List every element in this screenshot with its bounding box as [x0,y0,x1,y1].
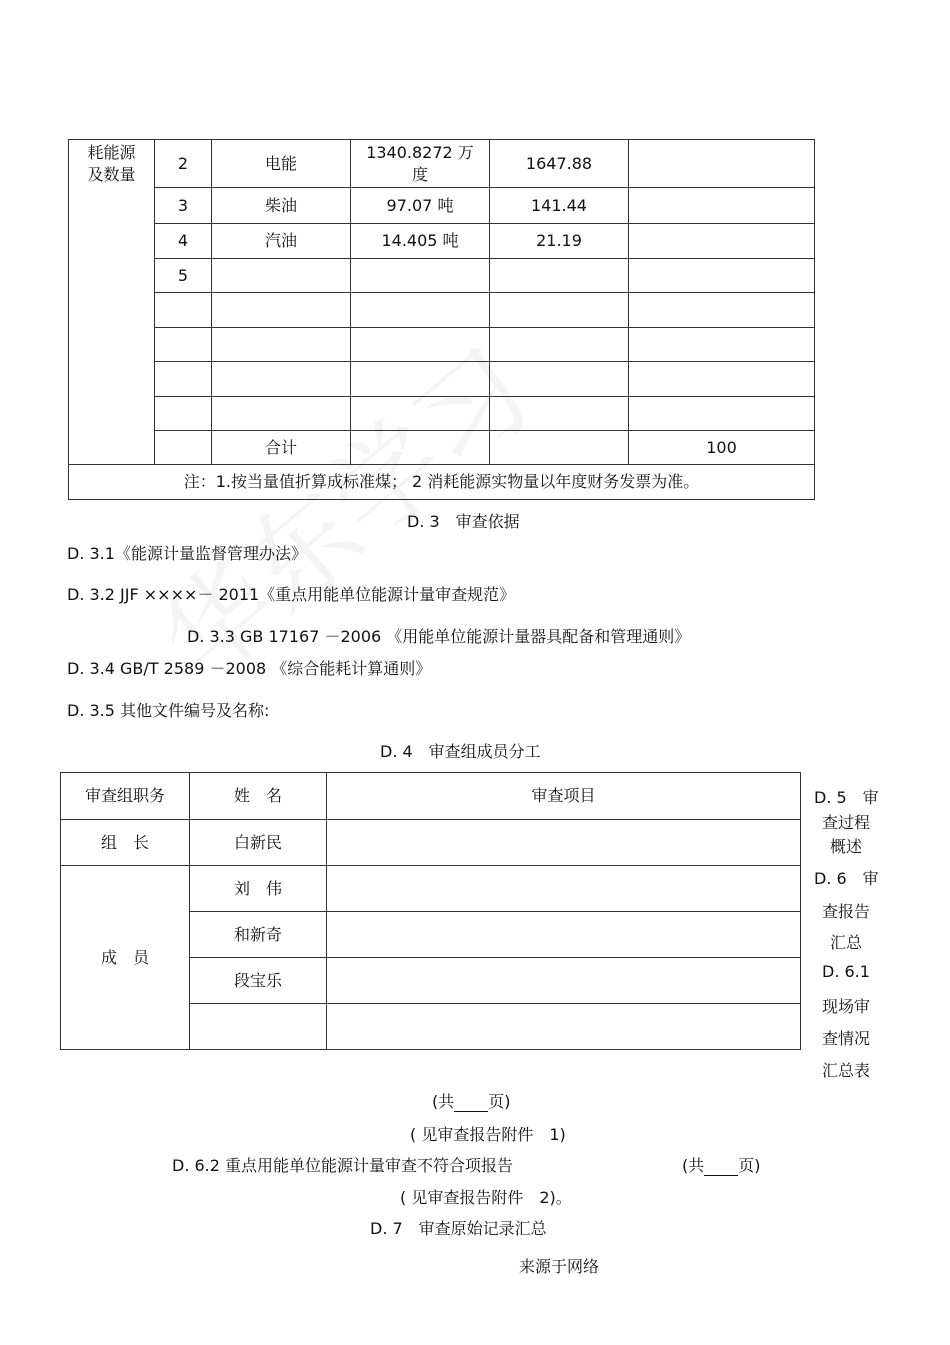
coal-equivalent: 141.44 [490,188,629,224]
member-name: 刘 伟 [190,866,327,912]
d61-line2: 现场审 [822,997,871,1016]
leader-role: 组 长 [61,820,190,866]
energy-name [212,328,351,362]
quantity [351,328,490,362]
d61-line3: 查情况 [822,1029,871,1048]
energy-name: 柴油 [212,188,351,224]
energy-name [212,259,351,293]
percentage [629,362,815,397]
d5-line1: D. 5 审 [814,788,879,807]
section-d7-title: D. 7 审查原始记录汇总 [370,1219,547,1238]
table-row [69,259,815,293]
coal-equivalent [490,293,629,328]
header-items: 审查项目 [327,773,801,820]
table-row [61,820,801,866]
table-row [69,140,815,188]
energy-name [212,397,351,431]
percentage [629,328,815,362]
table-row [69,293,815,328]
percentage [629,224,815,259]
section-d4-title: D. 4 审查组成员分工 [380,742,541,761]
total-quantity [351,431,490,465]
percentage [629,259,815,293]
coal-equivalent [490,259,629,293]
table-note: 注：1.按当量值折算成标准煤； 2 消耗能源实物量以年度财务发票为准。 [69,465,815,500]
row-no: 4 [155,224,212,259]
d62-pages-prefix: (共 [682,1156,705,1175]
energy-name: 汽油 [212,224,351,259]
member-role: 成 员 [61,866,190,1050]
quantity: 14.405 吨 [351,224,490,259]
percentage [629,188,815,224]
row-no [155,328,212,362]
d62-title: D. 6.2 重点用能单位能源计量审查不符合项报告 [172,1156,514,1175]
leader-name: 白新民 [190,820,327,866]
table-row [61,866,801,912]
member-name [190,1004,327,1050]
row-no [155,293,212,328]
total-percentage: 100 [629,431,815,465]
header-role: 审查组职务 [61,773,190,820]
quantity: 97.07 吨 [351,188,490,224]
pages-total [432,1089,511,1112]
d6-line3: 汇总 [830,933,863,952]
table-row [69,188,815,224]
member-name: 段宝乐 [190,958,327,1004]
row-no: 3 [155,188,212,224]
row-no [155,362,212,397]
basis-item-3: D. 3.3 GB 17167 －2006 《用能单位能源计量器具配备和管理通则》 [187,627,691,646]
row-no [155,397,212,431]
row-no: 2 [155,140,212,188]
section-d3-title: D. 3 审查依据 [407,512,520,531]
total-row [69,431,815,465]
d62-pages-suffix: 页) [738,1156,761,1175]
team-assignment-table [60,772,801,1050]
table-row [69,328,815,362]
coal-equivalent: 1647.88 [490,140,629,188]
basis-item-2: D. 3.2 JJF ××××－ 2011《重点用能单位能源计量审查规范》 [67,585,516,604]
basis-item-5: D. 3.5 其他文件编号及名称: [67,701,270,720]
member-items [327,1004,801,1050]
d62-pages [682,1153,761,1176]
table-row [69,224,815,259]
pages-suffix: 页) [488,1092,511,1111]
table-row [69,397,815,431]
percentage [629,397,815,431]
d6-line2: 查报告 [822,902,871,921]
d5-line3: 概述 [830,837,863,856]
quantity-line1: 1340.8272 万 [366,142,474,162]
member-items [327,912,801,958]
appendix-2: ( 见审查报告附件 2)。 [400,1188,572,1207]
d61-line1: D. 6.1 [822,962,870,981]
basis-item-4: D. 3.4 GB/T 2589 －2008 《综合能耗计算通则》 [67,659,432,678]
note-row [69,465,815,500]
basis-item-1: D. 3.1《能源计量监督管理办法》 [67,544,307,563]
quantity [351,362,490,397]
d5-line2: 查过程 [822,813,871,832]
appendix-1: ( 见审查报告附件 1) [410,1125,566,1144]
total-row-no [155,431,212,465]
quantity [351,293,490,328]
energy-consumption-table [68,139,815,500]
footer-source: 来源于网络 [519,1257,600,1276]
d62-pages-blank [704,1157,738,1176]
coal-equivalent [490,397,629,431]
table-row [69,362,815,397]
member-name: 和新奇 [190,912,327,958]
table-header-row [61,773,801,820]
energy-name [212,293,351,328]
coal-equivalent [490,328,629,362]
energy-name [212,362,351,397]
quantity [351,397,490,431]
header-name: 姓 名 [190,773,327,820]
pages-blank [454,1093,488,1112]
row-no: 5 [155,259,212,293]
pages-prefix: (共 [432,1092,455,1111]
d61-line4: 汇总表 [822,1061,871,1080]
category-label-line1: 耗能源 [87,143,136,162]
quantity-cell [351,140,490,188]
total-coal [490,431,629,465]
d6-line1: D. 6 审 [814,869,879,888]
coal-equivalent: 21.19 [490,224,629,259]
category-label-cell [69,140,155,465]
leader-items [327,820,801,866]
energy-name: 电能 [212,140,351,188]
member-items [327,958,801,1004]
quantity-line2: 度 [411,164,428,184]
category-label-line2: 及数量 [87,165,136,184]
total-label: 合计 [212,431,351,465]
coal-equivalent [490,362,629,397]
percentage [629,140,815,188]
quantity [351,259,490,293]
percentage [629,293,815,328]
member-items [327,866,801,912]
